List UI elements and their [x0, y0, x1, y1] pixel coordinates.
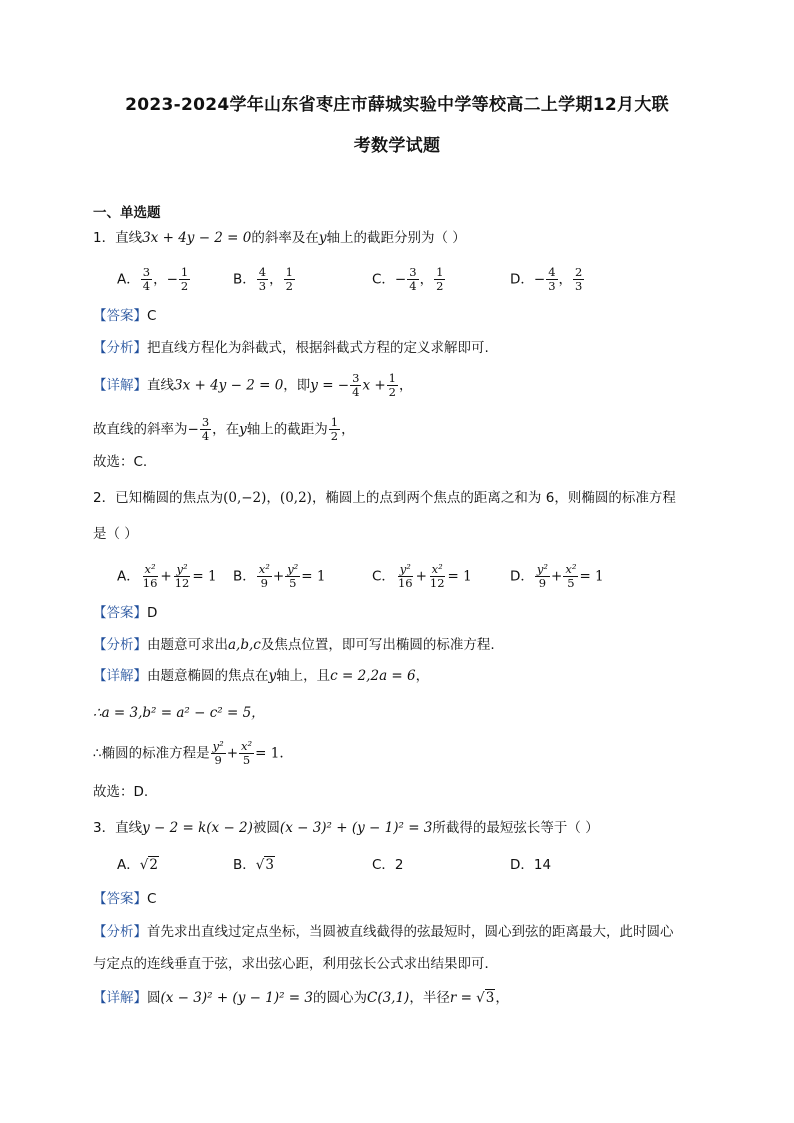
- q2-option-a: A． $\frac{\text{x²}}{16}$ + $\frac{\text{y²}}{12}$ = 1: [117, 562, 217, 590]
- fraction: $\frac{\text{x²}}{12}$: [429, 562, 445, 590]
- q2-choice: 故选：D.: [93, 784, 149, 800]
- q1-detail: 【详解】直线3x + 4y − 2 = 0，即y = − $\frac{3}{4}$ x + $\frac{1}{2}$ ，: [93, 371, 413, 399]
- q2-detail: 【详解】由题意椭圆的焦点在y轴上，且c = 2,2a = 6，: [93, 668, 430, 684]
- fraction: $\frac{3}{4}$: [142, 265, 151, 293]
- q3-analysis: 【分析】首先求出直线过定点坐标，当圆被直线截得的弦最短时，圆心到弦的距离最大，此时圆心: [93, 924, 674, 940]
- fraction: $\frac{\text{y²}}{9}$: [536, 562, 549, 590]
- q1-answer: 【答案】C: [93, 308, 157, 324]
- fraction: $\frac{\text{y²}}{5}$: [287, 562, 299, 590]
- fraction: $\frac{\text{y²}}{9}$: [212, 739, 224, 767]
- q2-option-d: D． $\frac{\text{y²}}{9}$ + $\frac{\text{x²}}{5}$ = 1: [510, 562, 604, 590]
- fraction: $\frac{1}{2}$: [388, 371, 396, 399]
- fraction: $\frac{\text{y²}}{16}$: [397, 562, 413, 590]
- q3-option-c: C．2: [372, 857, 404, 873]
- q3-option-b: B．√3: [233, 857, 274, 873]
- fraction: $\frac{3}{4}$: [409, 265, 417, 293]
- q1-option-b: B． $\frac{4}{3}$ ， $\frac{1}{2}$: [233, 265, 293, 293]
- section-heading: 一、单选题: [93, 205, 161, 221]
- q2-option-b: B． $\frac{\text{x²}}{9}$ + $\frac{\text{y²}}{5}$ = 1: [233, 562, 326, 590]
- q3-option-d: D．14: [510, 857, 552, 873]
- q1-choice: 故选：C.: [93, 454, 148, 470]
- fraction: $\frac{\text{x²}}{9}$: [258, 562, 270, 590]
- q1-option-d: D．− $\frac{4}{3}$ ， $\frac{2}{3}$: [510, 265, 583, 293]
- fraction: $\frac{3}{4}$: [201, 415, 210, 443]
- q3-answer: 【答案】C: [93, 891, 157, 907]
- q3-analysis-line-2: 与定点的连线垂直于弦，求出弦心距，利用弦长公式求出结果即可．: [93, 956, 498, 972]
- fraction: $\frac{\text{x²}}{16}$: [142, 562, 158, 590]
- fraction: $\frac{3}{4}$: [352, 371, 360, 399]
- fraction: $\frac{\text{x²}}{5}$: [565, 562, 577, 590]
- q1-stem: 1．直线3x + 4y − 2 = 0的斜率及在y轴上的截距分别为（ ）: [93, 230, 466, 246]
- fraction: $\frac{4}{3}$: [548, 265, 556, 293]
- q2-stem: 2．已知椭圆的焦点为(0,−2)，(0,2)，椭圆上的点到两个焦点的距离之和为 6，则椭圆的标准方程: [93, 490, 676, 506]
- q3-detail: 【详解】圆(x − 3)² + (y − 1)² = 3的圆心为C(3,1)，半径r = √3，: [93, 990, 509, 1006]
- q2-stem-line-2: 是（ ）: [93, 526, 138, 542]
- fraction: $\frac{4}{3}$: [258, 265, 267, 293]
- fraction: $\frac{1}{2}$: [180, 265, 189, 293]
- q2-step-2: ∴a = 3,b² = a² − c² = 5，: [93, 705, 265, 721]
- fraction: $\frac{1}{2}$: [436, 265, 444, 293]
- q1-option-c: C．− $\frac{3}{4}$ ， $\frac{1}{2}$: [372, 265, 444, 293]
- q3-stem: 3．直线y − 2 = k(x − 2)被圆(x − 3)² + (y − 1)² = 3所截得的最短弦长等于（ ）: [93, 820, 599, 836]
- fraction: $\frac{2}{3}$: [575, 265, 583, 293]
- q2-step-3: ∴椭圆的标准方程是 $\frac{\text{y²}}{9}$ + $\frac{\text{x²}}{5}$ = 1.: [93, 739, 284, 767]
- q2-answer: 【答案】D: [93, 605, 158, 621]
- fraction: $\frac{1}{2}$: [330, 415, 339, 443]
- q3-option-a: A．√2: [117, 857, 158, 873]
- q2-option-c: C． $\frac{\text{y²}}{16}$ + $\frac{\text{x²}}{12}$ = 1: [372, 562, 472, 590]
- document-title-line-2: 考数学试题: [353, 136, 441, 156]
- q1-analysis: 【分析】把直线方程化为斜截式，根据斜截式方程的定义求解即可.: [93, 340, 489, 356]
- fraction: $\frac{\text{y²}}{12}$: [174, 562, 190, 590]
- q1-conclusion: 故直线的斜率为− $\frac{3}{4}$ ，在y轴上的截距为 $\frac{1}{2}$ ，: [93, 415, 355, 443]
- fraction: $\frac{\text{x²}}{5}$: [241, 739, 253, 767]
- q1-option-a: A． $\frac{3}{4}$ ，− $\frac{1}{2}$: [117, 265, 189, 293]
- q2-analysis: 【分析】由题意可求出a,b,c及焦点位置，即可写出椭圆的标准方程.: [93, 637, 495, 653]
- document-title-line-1: 2023-2024学年山东省枣庄市薛城实验中学等校高二上学期12月大联: [125, 95, 669, 115]
- fraction: $\frac{1}{2}$: [285, 265, 293, 293]
